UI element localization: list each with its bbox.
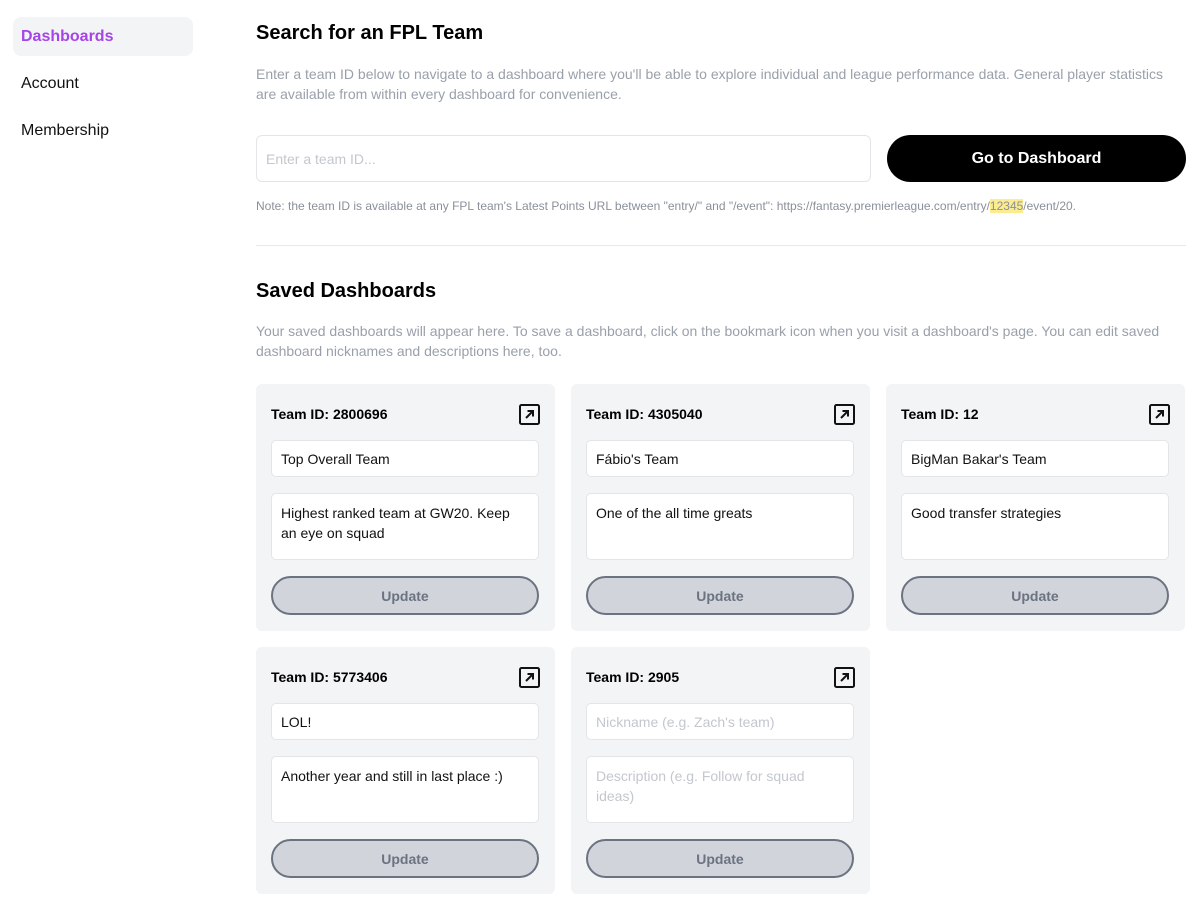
nickname-input[interactable] (271, 703, 539, 740)
card-team-id: Team ID: 5773406 (271, 669, 388, 685)
card-team-id: Team ID: 2905 (586, 669, 680, 685)
note-highlight: 12345 (989, 199, 1024, 213)
search-title: Search for an FPL Team (256, 22, 484, 44)
dashboard-card (571, 647, 870, 894)
description-input[interactable] (586, 493, 854, 560)
nickname-input[interactable] (901, 440, 1169, 477)
team-id-input[interactable] (256, 135, 871, 182)
update-button[interactable]: Update (586, 839, 854, 878)
go-to-dashboard-button[interactable]: Go to Dashboard (887, 135, 1186, 182)
open-external-icon[interactable] (519, 404, 540, 425)
description-input[interactable] (271, 493, 539, 560)
update-button[interactable]: Update (271, 839, 539, 878)
card-team-id: Team ID: 12 (901, 406, 979, 422)
dashboard-card (256, 384, 555, 631)
update-button[interactable]: Update (901, 576, 1169, 615)
section-divider (256, 245, 1186, 246)
sidebar-item-membership[interactable]: Membership (21, 122, 110, 139)
update-button[interactable]: Update (271, 576, 539, 615)
dashboard-card (886, 384, 1185, 631)
description-input[interactable] (271, 756, 539, 823)
sidebar-item-dashboards[interactable]: Dashboards (13, 17, 193, 56)
nickname-input[interactable] (586, 440, 854, 477)
open-external-icon[interactable] (519, 667, 540, 688)
dashboard-card (571, 384, 870, 631)
saved-dashboards-description: Your saved dashboards will appear here. To save a dashboard, click on the bookmark icon when you visit a dashboard's page. You can edit saved dashboard nicknames and descriptions here, too. (256, 323, 1160, 359)
nickname-input[interactable] (586, 703, 854, 740)
sidebar-item-account[interactable]: Account (21, 75, 79, 92)
saved-dashboards-title: Saved Dashboards (256, 280, 437, 302)
description-input[interactable] (901, 493, 1169, 560)
nickname-input[interactable] (271, 440, 539, 477)
open-external-icon[interactable] (834, 404, 855, 425)
saved-dashboard-grid (256, 384, 1186, 894)
team-id-note (256, 199, 1186, 213)
search-description: Enter a team ID below to navigate to a dashboard where you'll be able to explore individual and league performance data. General player statistics are available from within every dashboard for convenience. (256, 66, 1163, 102)
card-team-id: Team ID: 2800696 (271, 406, 388, 422)
update-button[interactable]: Update (586, 576, 854, 615)
note-suffix: /event/20. (1023, 199, 1077, 213)
description-input[interactable] (586, 756, 854, 823)
dashboard-card (256, 647, 555, 894)
card-team-id: Team ID: 4305040 (586, 406, 703, 422)
note-prefix: Note: the team ID is available at any FPL team's Latest Points URL between "entry/" and "/event": https://fantasy.premierleague.com/entry/ (256, 199, 990, 213)
sidebar (13, 17, 193, 158)
open-external-icon[interactable] (1149, 404, 1170, 425)
open-external-icon[interactable] (834, 667, 855, 688)
